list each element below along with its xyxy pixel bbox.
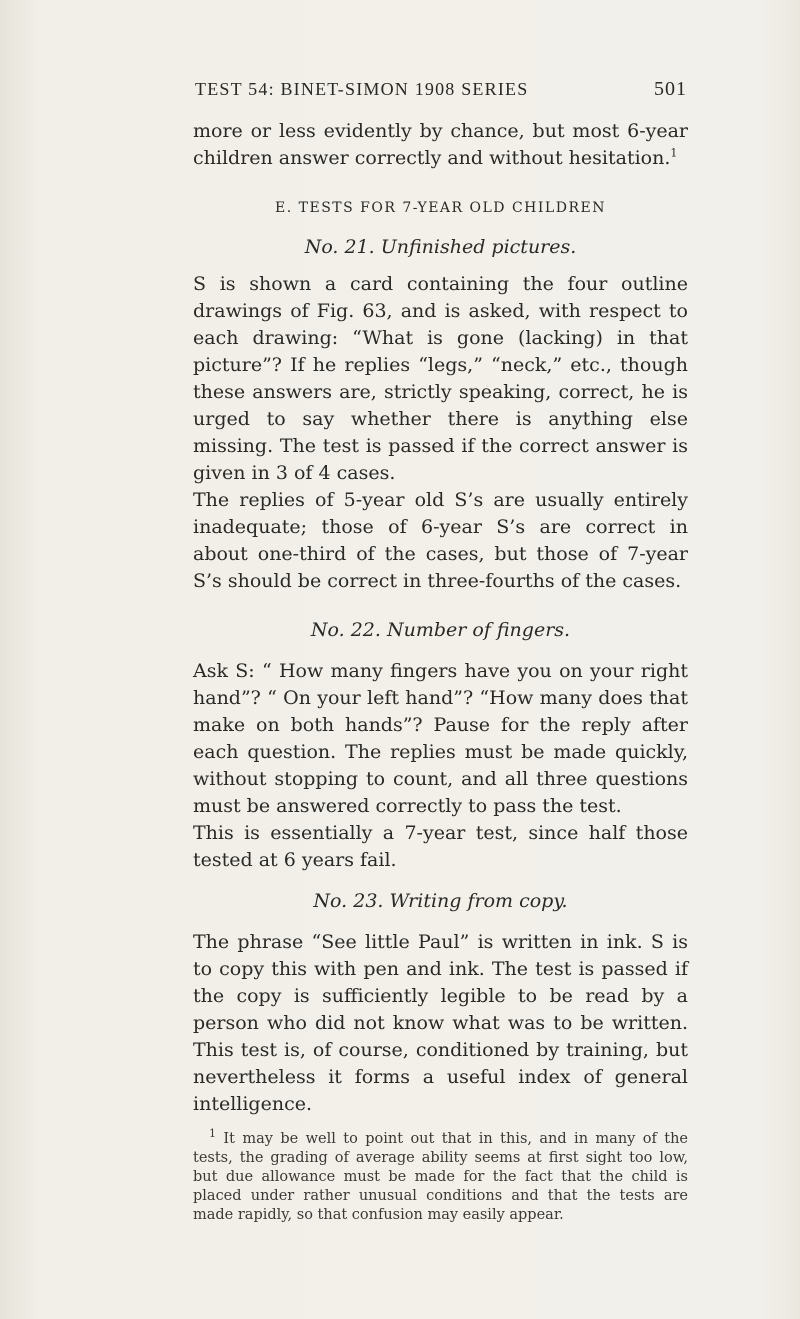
test-21-paragraph-1: S is shown a card containing the four outline drawings of Fig. 63, and is asked, with respect to each drawing: “What is gone (lacking) in that picture”? If he replies “legs,” “neck,” etc., though these answers are, strictly speaking, correct, he is urged to say whether there is anything else missing. The test is passed if the correct answer is given in 3 of 4 cases.	[193, 273, 688, 484]
page-body	[193, 118, 688, 1118]
running-header	[195, 78, 687, 101]
footnote-text: It may be well to point out that in this, and in many of the tests, the grading of average ability seems at first sight too low, but due allowance must be made for the fact that the child is placed under rather unusual conditions and that the tests are made rapidly, so that confusion may easily appear.	[193, 1131, 689, 1223]
running-title: TEST 54: BINET-SIMON 1908 SERIES	[195, 79, 529, 99]
footnote-reference: 1	[670, 146, 678, 160]
test-23-title: No. 23. Writing from copy.	[313, 890, 568, 912]
test-22-paragraph-2: This is essentially a 7-year test, since half those tested at 6 years fail.	[193, 822, 688, 871]
footnote-marker: 1	[209, 1127, 216, 1141]
test-22-title: No. 22. Number of fingers.	[310, 619, 571, 641]
test-21-title: No. 21. Unfinished pictures.	[304, 236, 577, 258]
continuation-text: more or less evidently by chance, but most 6-year children answer correctly and without hesitation.	[193, 120, 688, 169]
page-number: 501	[654, 78, 687, 100]
footnote	[193, 1127, 689, 1225]
footnote-paragraph	[193, 1127, 689, 1225]
test-23-paragraph-1: The phrase “See little Paul” is written in ink. S is to copy this with pen and ink. The test is passed if the copy is sufficiently legible to be read by a person who did not know what was to be written. This test is, of course, conditioned by training, but nevertheless it forms a useful index of general intelligence.	[193, 931, 688, 1115]
section-heading: E. TESTS FOR 7-YEAR OLD CHILDREN	[275, 200, 606, 216]
test-22-paragraph-1: Ask S: “ How many fingers have you on your right hand”? “ On your left hand”? “How many does that make on both hands”? Pause for the reply after each question. The replies must be made quickly, without stopping to count, and all three questions must be answered correctly to pass the test.	[193, 660, 688, 817]
test-21-paragraph-2: The replies of 5-year old S’s are usually entirely inadequate; those of 6-year S’s are correct in about one-third of the cases, but those of 7-year S’s should be correct in three-fourths of the cases.	[193, 489, 688, 592]
continuation-paragraph	[193, 118, 688, 172]
